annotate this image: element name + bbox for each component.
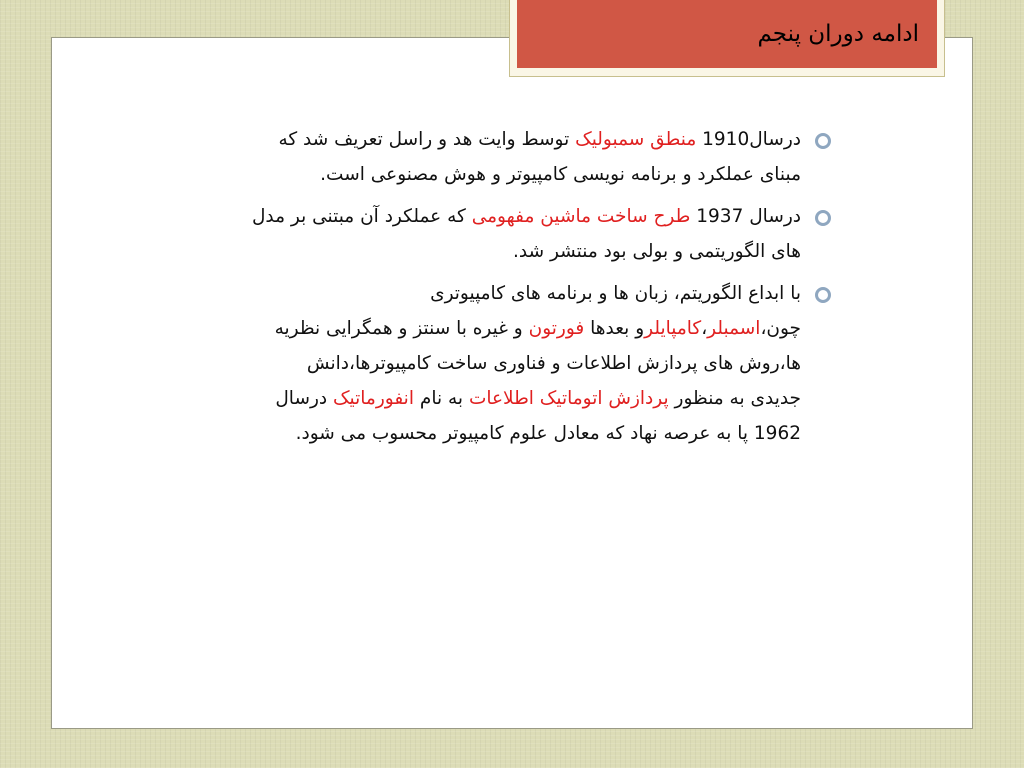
bullet-line — [125, 416, 801, 451]
highlighted-term: کامپایلر — [644, 318, 702, 339]
bullet-item — [125, 199, 835, 269]
highlighted-term: فورتون — [528, 318, 585, 339]
text-segment: 1962 پا به عرصه نهاد که معادل علوم کامپیوتر محسوب می شود. — [295, 423, 801, 444]
bullet-list — [125, 122, 835, 458]
text-segment: به نام — [413, 388, 469, 409]
text-segment: و غیره با سنتز و همگرایی نظریه — [274, 318, 529, 339]
text-segment: ها،روش های پردازش اطلاعات و فناوری ساخت کامپیوترها،دانش — [306, 353, 801, 374]
bullet-line — [125, 234, 801, 269]
text-segment: توسط وایت هد و راسل تعریف شد که — [278, 129, 576, 150]
bullet-line — [125, 199, 801, 234]
slide-title: ادامه دوران پنجم — [757, 21, 919, 47]
hollow-circle-icon — [815, 133, 831, 149]
bullet-line — [125, 157, 801, 192]
text-segment: مبنای عملکرد و برنامه نویسی کامپیوتر و هوش مصنوعی است. — [320, 164, 801, 185]
bullet-item — [125, 122, 835, 192]
bullet-line — [125, 276, 801, 311]
highlighted-term: اسمبلر — [707, 318, 761, 339]
bullet-line — [125, 122, 801, 157]
bullet-line — [125, 381, 801, 416]
highlighted-term: منطق سمبولیک — [575, 129, 697, 150]
highlighted-term: طرح ساخت ماشین مفهومی — [471, 206, 691, 227]
highlighted-term: پردازش اتوماتیک اطلاعات — [468, 388, 669, 409]
bullet-item — [125, 276, 835, 451]
text-segment: درسال — [275, 388, 333, 409]
text-segment: درسال 1937 — [690, 206, 801, 227]
text-segment: های الگوریتمی و بولی بود منتشر شد. — [512, 241, 801, 262]
title-bar — [517, 0, 937, 68]
text-segment: با ابداع الگوریتم، زبان ها و برنامه های کامپیوتری — [430, 283, 801, 304]
text-segment: که عملکرد آن مبتنی بر مدل — [251, 206, 472, 227]
text-segment: درسال1910 — [696, 129, 801, 150]
title-tab — [509, 0, 945, 77]
highlighted-term: انفورماتیک — [333, 388, 414, 409]
hollow-circle-icon — [815, 287, 831, 303]
bullet-line — [125, 346, 801, 381]
text-segment: ، — [701, 318, 708, 339]
text-segment: جدیدی به منظور — [668, 388, 801, 409]
text-segment: چون، — [760, 318, 801, 339]
text-segment: و بعدها — [584, 318, 645, 339]
hollow-circle-icon — [815, 210, 831, 226]
bullet-line — [125, 311, 801, 346]
